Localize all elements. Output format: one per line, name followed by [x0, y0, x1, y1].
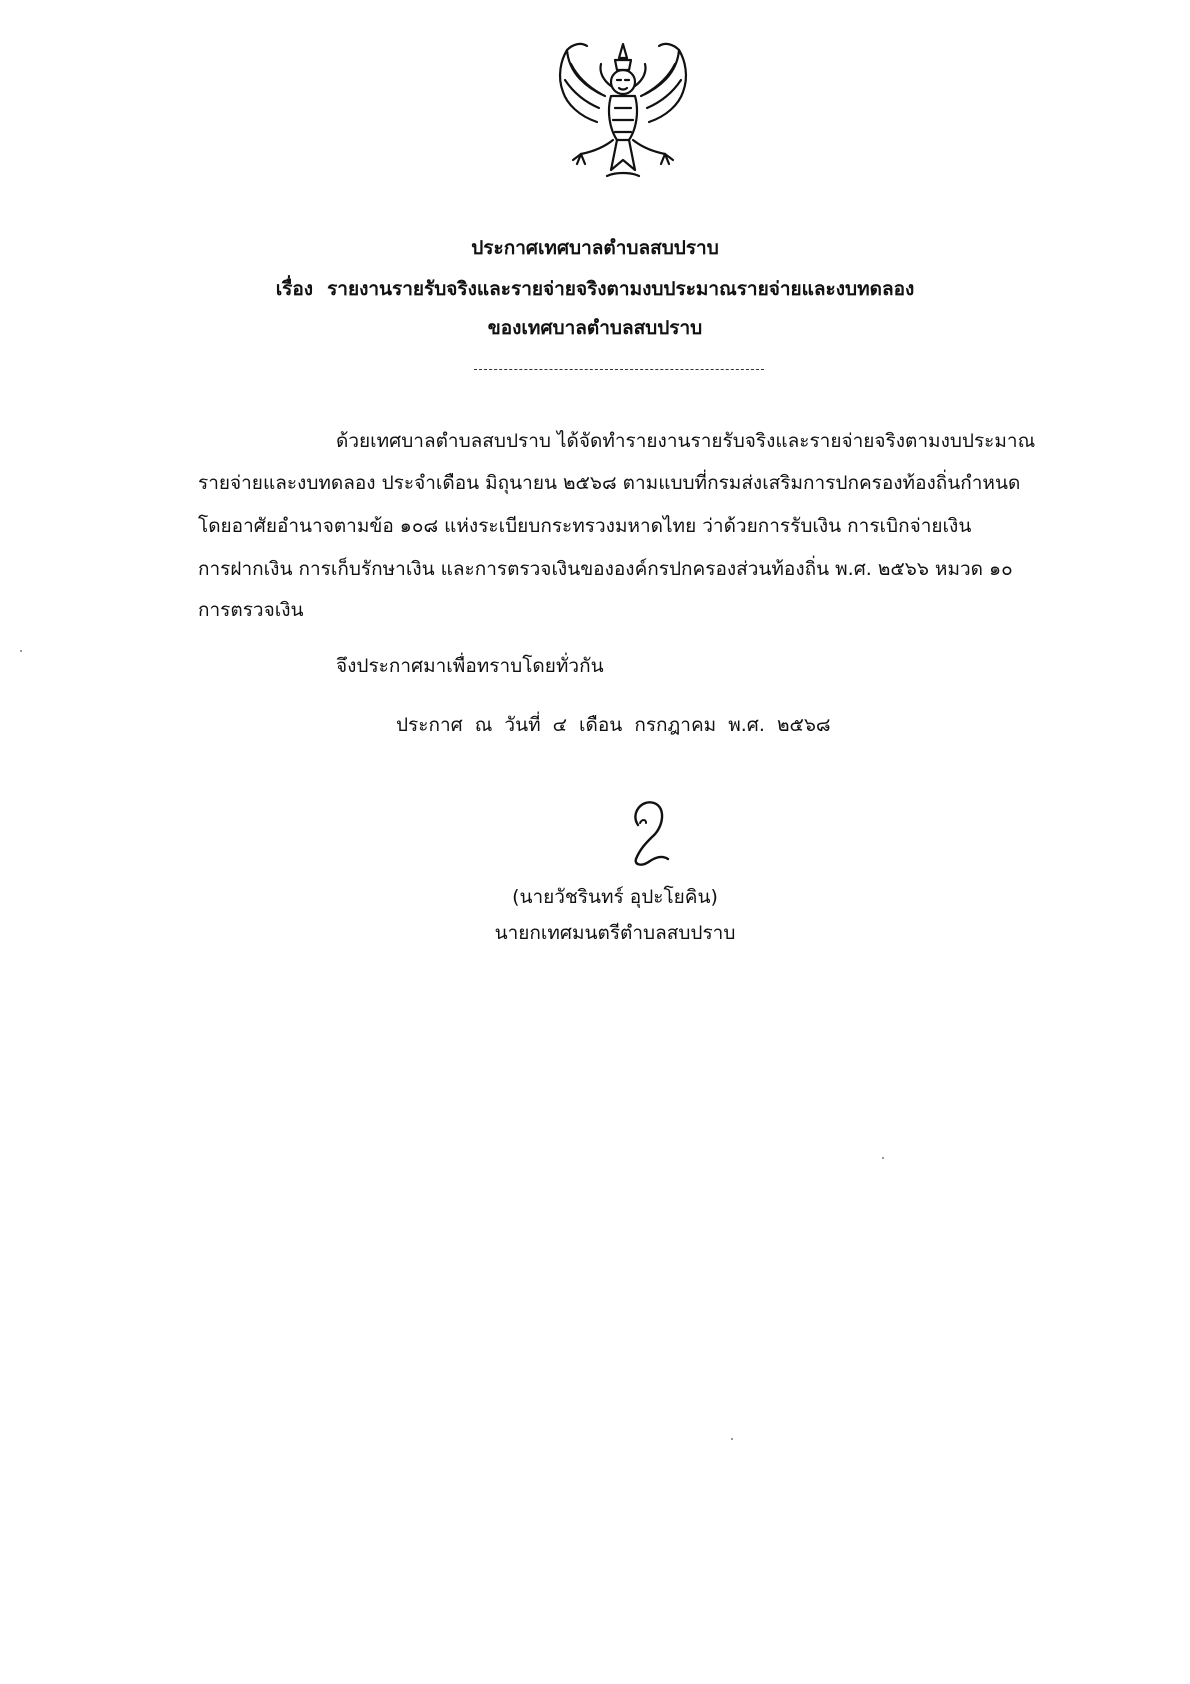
- body-line: โดยอาศัยอำนาจตามข้อ ๑๐๘ แห่งระเบียบกระทรวงมหาดไทย ว่าด้วยการรับเงิน การเบิกจ่ายเงิน: [198, 515, 972, 537]
- body-line: การตรวจเงิน: [198, 599, 304, 621]
- scan-speck: [20, 650, 22, 652]
- signatory-name: (นายวัชรินทร์ อุปะโยคิน): [512, 886, 718, 908]
- scan-speck: [882, 1157, 884, 1159]
- divider: [474, 369, 764, 370]
- scan-speck: [731, 1438, 733, 1440]
- garuda-emblem-icon: [547, 36, 699, 186]
- subject-text-line1: รายงานรายรับจริงและรายจ่ายจริงตามงบประมาณรายจ่ายและงบทดลอง: [327, 278, 915, 300]
- subject-line: [0, 277, 1190, 301]
- subject-text-line2: ของเทศบาลตำบลสบปราบ: [487, 317, 703, 339]
- announcement-title: ประกาศเทศบาลตำบลสบปราบ: [471, 237, 719, 259]
- closing-statement: จึงประกาศมาเพื่อทราบโดยทั่วกัน: [336, 655, 604, 677]
- body-line: การฝากเงิน การเก็บรักษาเงิน และการตรวจเงินขององค์กรปกครองส่วนท้องถิ่น พ.ศ. ๒๕๖๖ หมวด ๑๐: [198, 558, 1013, 580]
- subject-label: เรื่อง: [275, 278, 314, 300]
- signatory-title: นายกเทศมนตรีตำบลสบปราบ: [494, 922, 736, 944]
- handwritten-signature: [620, 795, 680, 877]
- body-line: ด้วยเทศบาลตำบลสบปราบ ได้จัดทำรายงานรายรับจริงและรายจ่ายจริงตามงบประมาณ: [336, 430, 1036, 452]
- announcement-date: ประกาศ ณ วันที่ ๔ เดือน กรกฎาคม พ.ศ. ๒๕๖๘: [396, 714, 831, 736]
- body-line: รายจ่ายและงบทดลอง ประจำเดือน มิถุนายน ๒๕๖๘ ตามแบบที่กรมส่งเสริมการปกครองท้องถิ่นกำหนด: [198, 472, 1021, 494]
